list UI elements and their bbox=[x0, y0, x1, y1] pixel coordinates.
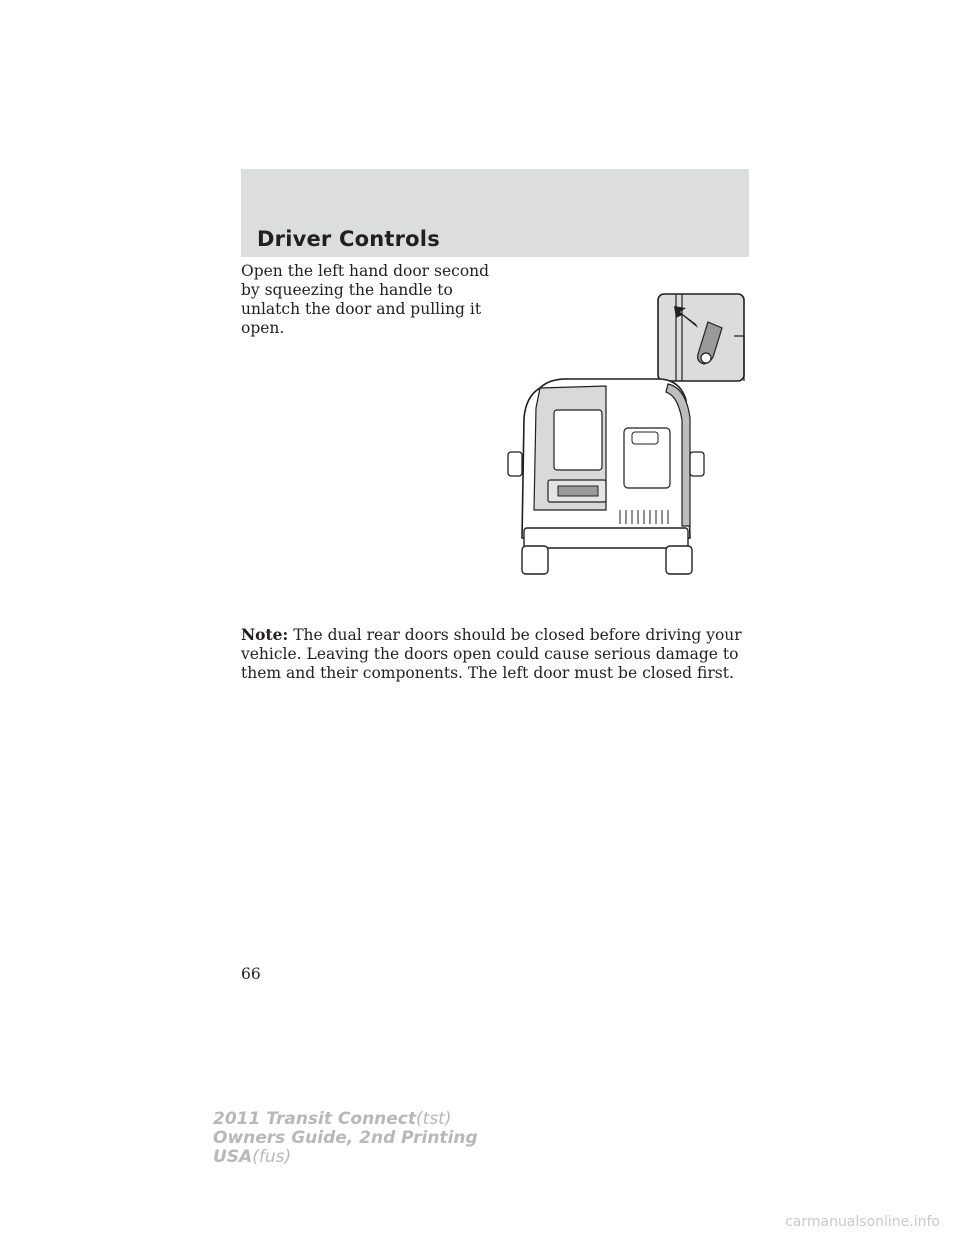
footer-market-code: (fus) bbox=[252, 1147, 292, 1167]
section-title: Driver Controls bbox=[257, 227, 440, 251]
footer-model-line bbox=[213, 1110, 478, 1129]
footer-market: USA bbox=[213, 1147, 253, 1167]
footer-guide: Owners Guide, 2nd Printing bbox=[213, 1128, 478, 1148]
note-text: The dual rear doors should be closed before driving your vehicle. Leaving the doors open could cause serious damage to them and their components. The left door must be closed first. bbox=[241, 626, 742, 682]
door-handle-pull-icon bbox=[658, 294, 744, 381]
intro-paragraph: Open the left hand door second by squeezing the handle to unlatch the door and pulling it open. bbox=[241, 262, 490, 337]
document-footer bbox=[213, 1110, 478, 1167]
footer-model: 2011 Transit Connect bbox=[213, 1109, 417, 1129]
footer-market-line bbox=[213, 1148, 478, 1167]
watermark-text: carmanualsonline.info bbox=[785, 1214, 940, 1230]
note-paragraph bbox=[241, 625, 751, 683]
note-label: Note: bbox=[241, 625, 289, 644]
rear-door-figure bbox=[500, 288, 750, 580]
van-rear-doors-illustration bbox=[508, 379, 704, 574]
section-header-band bbox=[241, 169, 749, 257]
footer-model-code: (tst) bbox=[416, 1109, 452, 1129]
page-number: 66 bbox=[241, 965, 261, 983]
